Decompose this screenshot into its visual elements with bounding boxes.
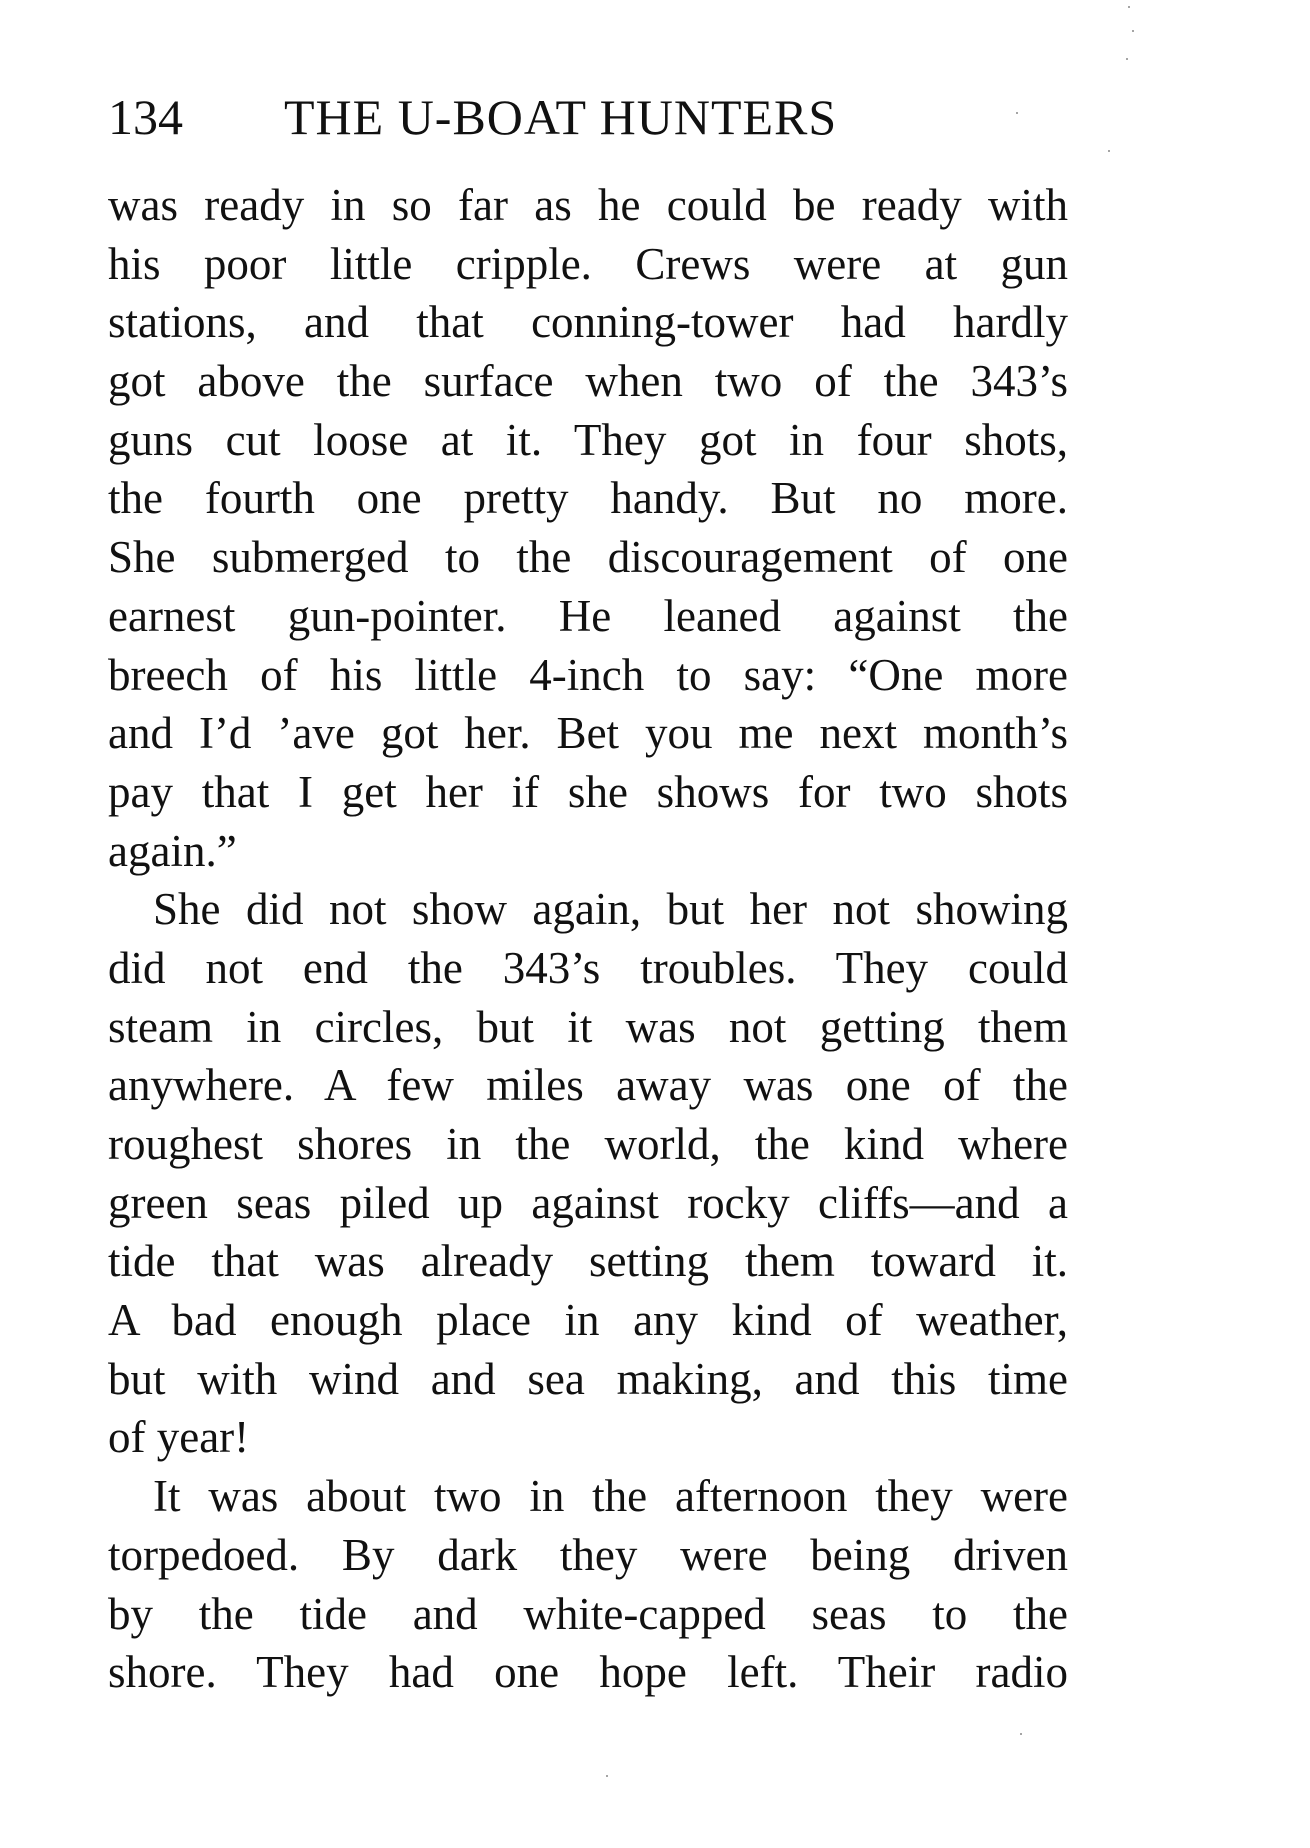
text-line: It was about two in the afternoon they were bbox=[153, 1471, 1068, 1522]
body-text bbox=[108, 176, 1068, 1702]
text-line: A bad enough place in any kind of weather, bbox=[108, 1295, 1068, 1346]
running-title: THE U-BOAT HUNTERS bbox=[284, 89, 838, 145]
text-line: earnest gun-pointer. He leaned against the bbox=[108, 590, 1068, 641]
text-line: the fourth one pretty handy. But no more. bbox=[108, 473, 1068, 524]
text-line: shore. They had one hope left. Their radio bbox=[108, 1647, 1068, 1698]
running-head bbox=[108, 82, 1068, 152]
text-line: got above the surface when two of the 343’s bbox=[108, 356, 1068, 407]
text-line: She submerged to the discouragement of one bbox=[108, 532, 1068, 583]
text-line: was ready in so far as he could be ready with bbox=[108, 180, 1068, 230]
scan-speck bbox=[606, 1775, 608, 1777]
page-number: 134 bbox=[108, 89, 183, 145]
text-line: stations, and that conning-tower had hardly bbox=[108, 297, 1068, 348]
text-line: breech of his little 4-inch to say: “One more bbox=[108, 649, 1068, 700]
text-line: steam in circles, but it was not getting them bbox=[108, 1001, 1068, 1052]
text-line: torpedoed. By dark they were being driven bbox=[108, 1529, 1068, 1580]
text-line: again.” bbox=[108, 825, 237, 876]
scan-speck bbox=[1128, 6, 1130, 8]
text-line: of year! bbox=[108, 1412, 250, 1463]
text-line: green seas piled up against rocky cliffs—and a bbox=[108, 1177, 1068, 1228]
text-line: did not end the 343’s troubles. They could bbox=[108, 942, 1068, 993]
scan-speck bbox=[1020, 1733, 1022, 1735]
text-line: and I’d ’ave got her. Bet you me next month’s bbox=[108, 708, 1068, 759]
scan-speck bbox=[1108, 150, 1110, 152]
scan-speck bbox=[1016, 112, 1018, 114]
text-line: pay that I get her if she shows for two shots bbox=[108, 766, 1068, 817]
text-line: but with wind and sea making, and this time bbox=[108, 1353, 1068, 1404]
text-line: guns cut loose at it. They got in four shots, bbox=[108, 414, 1068, 465]
text-line: roughest shores in the world, the kind where bbox=[108, 1119, 1068, 1169]
text-line: his poor little cripple. Crews were at gun bbox=[108, 238, 1068, 289]
text-line: by the tide and white-capped seas to the bbox=[108, 1588, 1068, 1639]
text-line: tide that was already setting them toward it. bbox=[108, 1236, 1068, 1287]
scan-speck bbox=[1132, 30, 1134, 32]
text-line: She did not show again, but her not showing bbox=[153, 884, 1068, 935]
text-line: anywhere. A few miles away was one of the bbox=[108, 1060, 1068, 1111]
scan-speck bbox=[1126, 58, 1128, 60]
